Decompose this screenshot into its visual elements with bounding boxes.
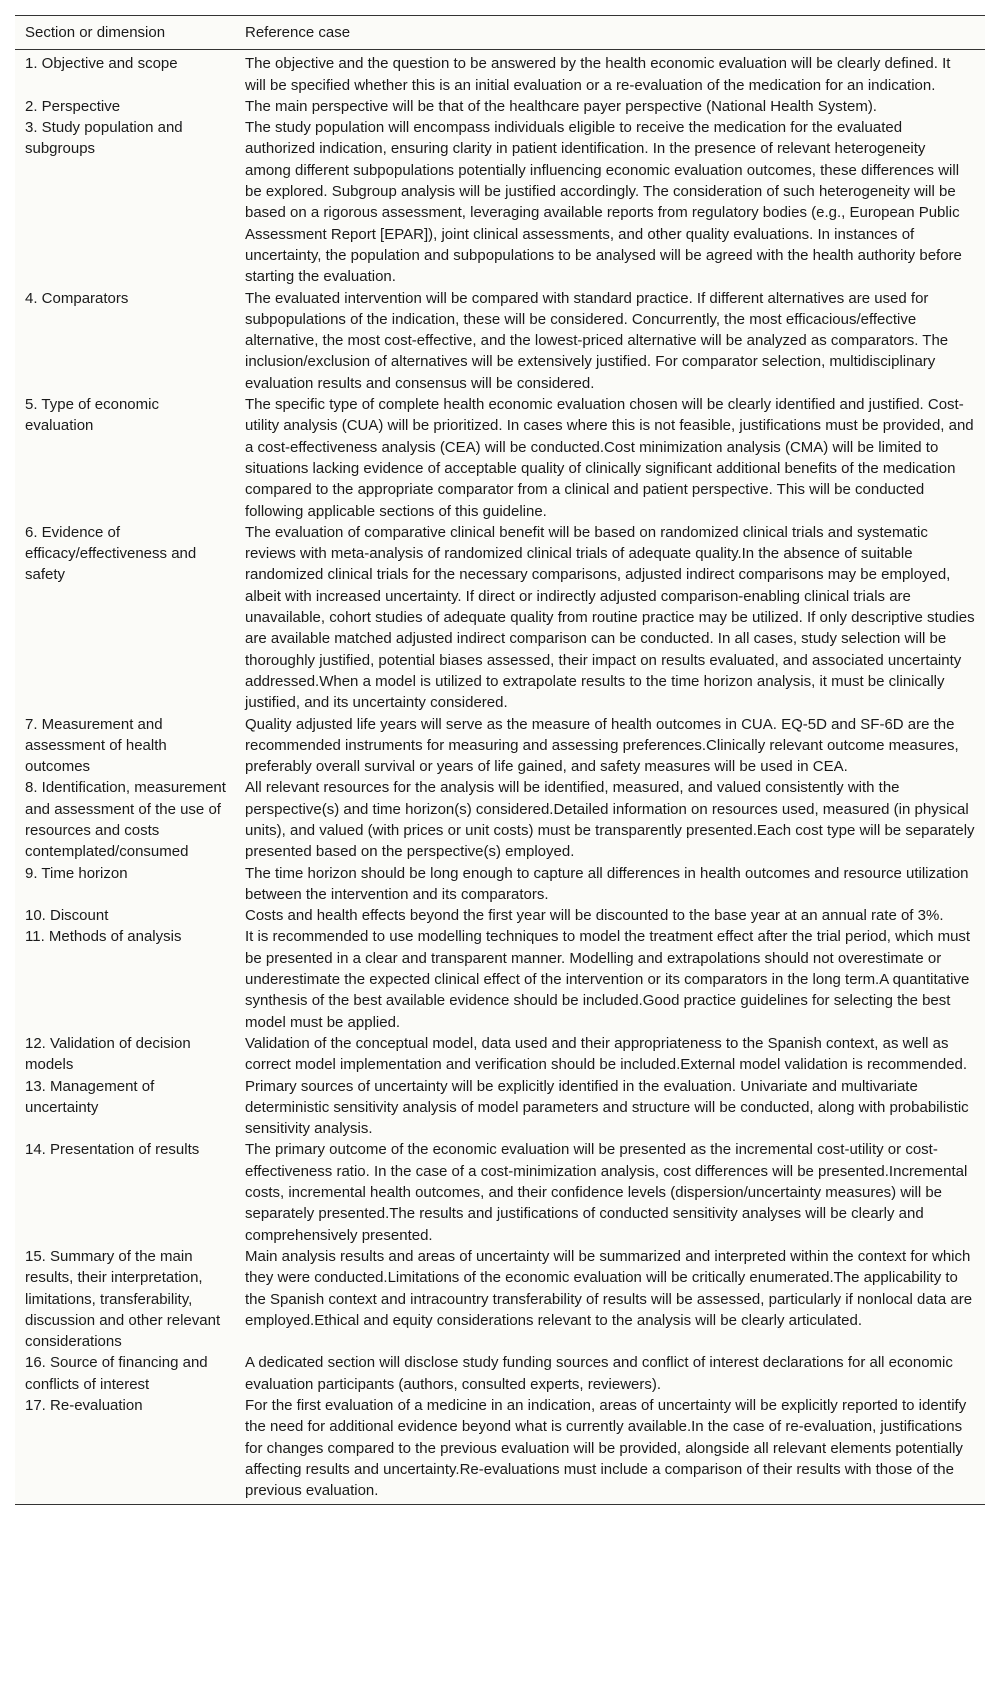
table-row xyxy=(15,288,985,394)
section-cell: 6. Evidence of efficacy/effectiveness and safety xyxy=(25,523,197,584)
table-body xyxy=(15,50,985,1505)
table-row xyxy=(15,1139,985,1245)
reference-case-table-container xyxy=(15,15,985,1505)
table-row xyxy=(15,1033,985,1076)
table-row xyxy=(15,905,985,926)
section-cell: 3. Study population and subgroups xyxy=(25,119,183,158)
reference-case-cell: Main analysis results and areas of uncertainty will be summarized and interpreted within the context for which they were conducted.Limitations of the economic evaluation will be critically enumerated.The applicability to the Spanish context and intracountry transferability of results will be assessed, particularly if nonlocal data are employed.Ethical and equity considerations relevant to the analysis will be clearly articulated. xyxy=(245,1247,973,1329)
section-cell: 8. Identification, measurement and assessment of the use of resources and costs contemplated/consumed xyxy=(25,779,226,861)
section-cell: 15. Summary of the main results, their interpretation, limitations, transferability, discussion and other relevant considerations xyxy=(25,1247,221,1351)
reference-case-cell: The evaluated intervention will be compared with standard practice. If different alternatives are used for subpopulations of the indication, these will be considered. Concurrently, the most efficacious/effective alternative, the most cost-effective, and the lowest-priced alternative will be analyzed as comparators. The inclusion/exclusion of alternatives will be extensively justified. For comparator selection, multidisciplinary evaluation results and consensus will be considered. xyxy=(245,289,949,392)
table-row xyxy=(15,777,985,862)
table-row xyxy=(15,1395,985,1505)
section-cell: 5. Type of economic evaluation xyxy=(25,396,159,435)
reference-case-cell: The evaluation of comparative clinical benefit will be based on randomized clinical trials and systematic reviews with meta-analysis of randomized clinical trials of adequate quality.In the absence of suitable randomized clinical trials for the necessary comparisons, adjusted indirect comparisons may be employed, albeit with increased uncertainty. If direct or indirectly adjusted comparison-enabling clinical trials are unavailable, cohort studies of adequate quality from routine practice may be utilized. If only descriptive studies are available matched adjusted indirect comparison can be conducted. In all cases, study selection will be thoroughly justified, potential biases assessed, their impact on results evaluated, and associated uncertainty addressed.When a model is utilized to extrapolate results to the time horizon analysis, it must be clinically justified, and its uncertainty considered. xyxy=(245,523,975,712)
section-cell: 7. Measurement and assessment of health outcomes xyxy=(25,715,167,776)
section-cell: 9. Time horizon xyxy=(25,864,128,882)
table-row xyxy=(15,96,985,117)
header-reference-case: Reference case xyxy=(235,16,985,50)
reference-case-cell: The objective and the question to be answered by the health economic evaluation will be clearly defined. It will be specified whether this is an initial evaluation or a re-evaluation of the medication for an indication. xyxy=(245,55,951,94)
reference-case-cell: Quality adjusted life years will serve as the measure of health outcomes in CUA. EQ-5D and SF-6D are the recommended instruments for measuring and assessing preferences.Clinically relevant outcome measures, preferably overall survival or years of life gained, and safety measures will be used in CEA. xyxy=(245,715,959,776)
reference-case-cell: For the first evaluation of a medicine in an indication, areas of uncertainty will be explicitly reported to identify the need for additional evidence beyond what is currently available.In the case of re-evaluation, justifications for changes compared to the previous evaluation will be provided, alongside all relevant elements potentially affecting results and uncertainty.Re-evaluations must include a comparison of their results with those of the previous evaluation. xyxy=(235,1395,985,1505)
reference-case-cell: The time horizon should be long enough to capture all differences in health outcomes and resource utilization between the intervention and its comparators. xyxy=(245,864,969,903)
header-section: Section or dimension xyxy=(15,16,235,50)
section-cell: 12. Validation of decision models xyxy=(25,1034,191,1074)
reference-case-cell: Costs and health effects beyond the first year will be discounted to the base year at an annual rate of 3%. xyxy=(245,907,944,925)
section-cell: 16. Source of financing and conflicts of interest xyxy=(25,1354,208,1393)
reference-case-table xyxy=(15,15,985,1505)
table-row xyxy=(15,1246,985,1352)
table-row xyxy=(15,522,985,714)
reference-case-cell: The primary outcome of the economic evaluation will be presented as the incremental cost-utility or cost-effectiveness ratio. In the case of a cost-minimization analysis, cost differences will be presented.Incremental costs, incremental health outcomes, and their confidence levels (dispersion/uncertainty measures) will be separately presented.The results and justifications of conducted sensitivity analyses will be clearly and comprehensively presented. xyxy=(245,1141,968,1244)
reference-case-cell: A dedicated section will disclose study funding sources and conflict of interest declarations for all economic evaluation participants (authors, consulted experts, reviewers). xyxy=(245,1354,953,1393)
section-cell: 14. Presentation of results xyxy=(25,1141,200,1159)
section-cell: 13. Management of uncertainty xyxy=(25,1077,155,1116)
section-cell: 2. Perspective xyxy=(25,97,121,115)
section-cell: 1. Objective and scope xyxy=(25,55,178,73)
section-cell: 11. Methods of analysis xyxy=(25,928,182,946)
table-row xyxy=(15,117,985,287)
section-cell: 17. Re-evaluation xyxy=(15,1395,235,1505)
reference-case-cell: It is recommended to use modelling techniques to model the treatment effect after the trial period, which must be presented in a clear and transparent manner. Modelling and extrapolations should not overestimate or underestimate the expected clinical effect of the intervention or its comparators in the long term.A quantitative synthesis of the best available evidence should be included.Good practice guidelines for selecting the best model must be applied. xyxy=(245,928,971,1031)
table-row xyxy=(15,50,985,96)
reference-case-cell: Primary sources of uncertainty will be explicitly identified in the evaluation. Univariate and multivariate deterministic sensitivity analysis of model parameters and structure will be conducted, along with probabilistic sensitivity analysis. xyxy=(245,1077,969,1138)
section-cell: 4. Comparators xyxy=(25,289,129,307)
reference-case-cell: The main perspective will be that of the healthcare payer perspective (National Health System). xyxy=(245,97,877,115)
reference-case-cell: The study population will encompass individuals eligible to receive the medication for the evaluated authorized indication, ensuring clarity in patient identification. In the presence of relevant heterogeneity among different subpopulations potentially influencing economic evaluation outcomes, these differences will be explored. Subgroup analysis will be justified accordingly. The consideration of such heterogeneity will be based on a rigorous assessment, leveraging available reports from regulatory bodies (e.g., European Public Assessment Report [EPAR]), joint clinical assessments, and other quality evaluations. In instances of uncertainty, the population and subpopulations to be analysed will be agreed with the health authority before starting the evaluation. xyxy=(245,119,962,286)
table-row xyxy=(15,1076,985,1140)
table-row xyxy=(15,394,985,522)
table-row xyxy=(15,714,985,778)
table-header-row xyxy=(15,16,985,50)
reference-case-cell: Validation of the conceptual model, data used and their appropriateness to the Spanish context, as well as correct model implementation and verification should be included.External model validation is recommended. xyxy=(245,1034,968,1074)
reference-case-cell: All relevant resources for the analysis will be identified, measured, and valued consistently with the perspective(s) and time horizon(s) considered.Detailed information on resources used, measured (in physical units), and valued (with prices or unit costs) must be transparently presented.Each cost type will be separately presented based on the perspective(s) employed. xyxy=(245,779,975,861)
section-cell: 10. Discount xyxy=(25,907,109,925)
table-row xyxy=(15,863,985,906)
table-row xyxy=(15,926,985,1032)
table-row xyxy=(15,1352,985,1395)
reference-case-cell: The specific type of complete health economic evaluation chosen will be clearly identified and justified. Cost-utility analysis (CUA) will be prioritized. In cases where this is not feasible, justifications must be provided, and a cost-effectiveness analysis (CEA) will be conducted.Cost minimization analysis (CMA) will be limited to situations lacking evidence of acceptable quality of clinically significant additional benefits of the medication compared to the appropriate comparator from a clinical and patient perspective. This will be conducted following applicable sections of this guideline. xyxy=(245,396,974,520)
